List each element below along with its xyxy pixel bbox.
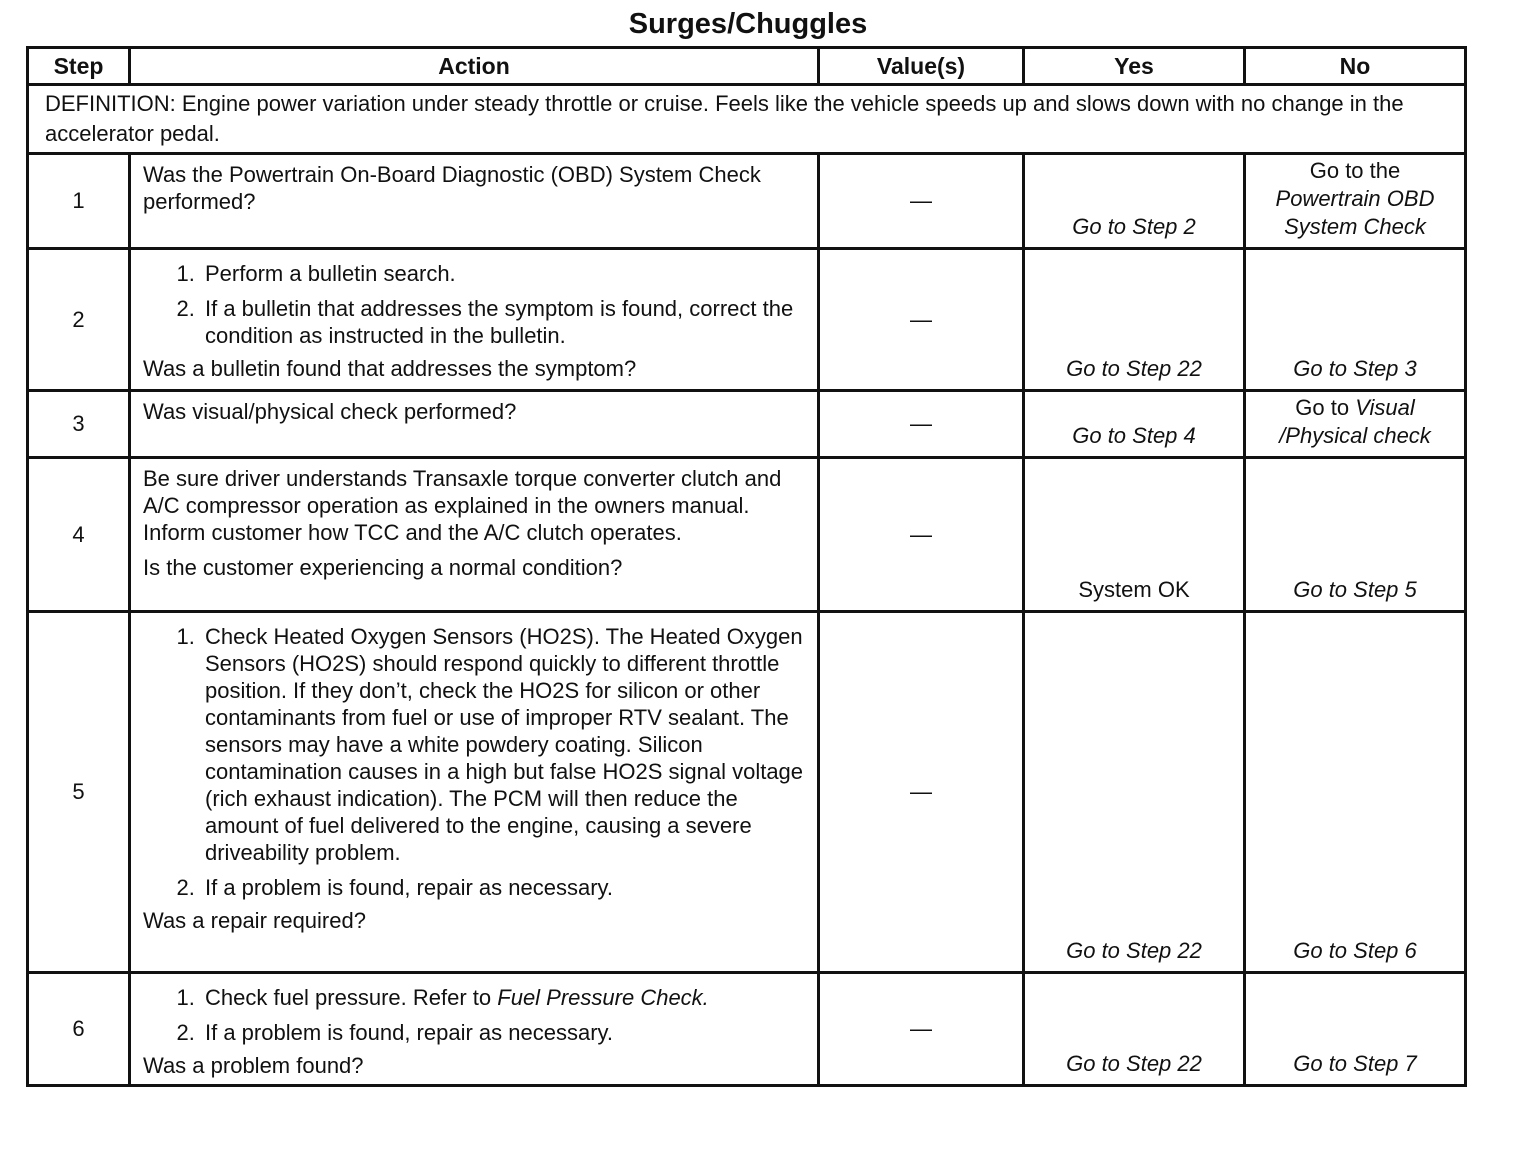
table-row [28,249,1466,391]
action-cell [130,973,819,1086]
header-yes: Yes [1024,48,1245,85]
yes-cell: Go to Step 22 [1024,973,1245,1086]
item-text: Check fuel pressure. Refer to [205,985,492,1010]
yes-cell: Go to Step 2 [1024,154,1245,249]
value-cell: — [819,612,1024,973]
no-cell [1245,391,1466,458]
header-no: No [1245,48,1466,85]
no-reference: Visual /Physical check [1279,395,1431,448]
item-reference: Fuel Pressure Check. [497,985,709,1010]
step-number: 3 [28,391,130,458]
step-number: 5 [28,612,130,973]
header-action: Action [130,48,819,85]
definition-text: DEFINITION: Engine power variation under steady throttle or cruise. Feels like the vehicle speeds up and slows down with no change in the accelerator pedal. [28,85,1466,154]
no-cell [1245,154,1466,249]
action-question: Was a problem found? [143,1053,364,1078]
no-reference: Powertrain OBD System Check [1275,186,1435,239]
header-row [28,48,1466,85]
value-cell: — [819,973,1024,1086]
action-question: Is the customer experiencing a normal condition? [143,555,623,580]
no-cell: Go to Step 5 [1245,458,1466,612]
table-row [28,973,1466,1086]
action-list [143,260,807,349]
list-item: 2. If a bulletin that addresses the symptom is found, correct the condition as instructed in the bulletin. [201,295,807,349]
action-question: Was a bulletin found that addresses the symptom? [143,356,637,381]
action-cell [130,249,819,391]
list-item: 2. If a problem is found, repair as necessary. [201,874,807,901]
step-number: 2 [28,249,130,391]
table-row [28,612,1466,973]
action-cell [130,612,819,973]
action-list [143,623,807,901]
table-row [28,458,1466,612]
no-prefix: Go to [1295,395,1350,420]
table-row [28,154,1466,249]
step-number: 1 [28,154,130,249]
diagnostic-table [26,46,1467,1087]
no-cell: Go to Step 6 [1245,612,1466,973]
table-row [28,391,1466,458]
action-cell [130,391,819,458]
value-cell: — [819,154,1024,249]
yes-cell: System OK [1024,458,1245,612]
page-title: Surges/Chuggles [628,8,868,40]
action-question: Was the Powertrain On-Board Diagnostic (OBD) System Check performed? [143,162,761,214]
action-text: Be sure driver understands Transaxle torque converter clutch and A/C compressor operation as explained in the owners manual. Inform customer how TCC and the A/C clutch operates. [143,466,782,545]
list-item: 2. If a problem is found, repair as necessary. [201,1019,807,1046]
value-cell: — [819,249,1024,391]
list-item: 1. Perform a bulletin search. [201,260,807,287]
definition-row [28,85,1466,154]
yes-cell: Go to Step 22 [1024,249,1245,391]
step-number: 4 [28,458,130,612]
list-item [201,984,807,1011]
action-question: Was visual/physical check performed? [143,399,517,424]
yes-cell: Go to Step 22 [1024,612,1245,973]
step-number: 6 [28,973,130,1086]
action-cell [130,458,819,612]
list-item: 1. Check Heated Oxygen Sensors (HO2S). The Heated Oxygen Sensors (HO2S) should respond quickly to different throttle position. If they don’t, check the HO2S for silicon or other contaminants from fuel or use of improper RTV sealant. The sensors may have a white powdery coating. Silicon contamination causes in a high but false HO2S signal voltage (rich exhaust indication). The PCM will then reduce the amount of fuel delivered to the engine, causing a severe driveability problem. [201,623,807,866]
no-prefix: Go to the [1309,158,1401,183]
value-cell: — [819,458,1024,612]
yes-cell: Go to Step 4 [1024,391,1245,458]
no-cell: Go to Step 7 [1245,973,1466,1086]
no-cell: Go to Step 3 [1245,249,1466,391]
action-question: Was a repair required? [143,908,366,933]
header-values: Value(s) [819,48,1024,85]
header-step: Step [28,48,130,85]
action-list [143,984,807,1046]
value-cell: — [819,391,1024,458]
action-cell [130,154,819,249]
